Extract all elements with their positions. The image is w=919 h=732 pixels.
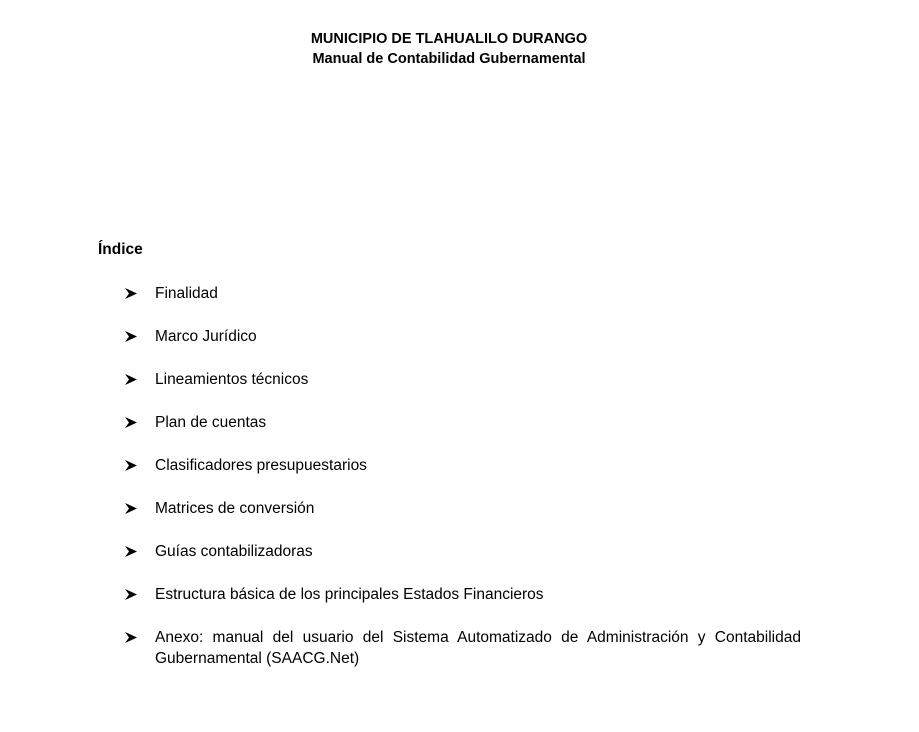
arrowhead-bullet-icon: [125, 627, 155, 643]
toc-item-plan-de-cuentas: [125, 412, 801, 433]
toc-item-label: Clasificadores presupuestarios: [155, 457, 367, 474]
arrowhead-bullet-icon: [125, 369, 155, 385]
toc-item-label: Matrices de conversión: [155, 500, 315, 517]
manual-title: Manual de Contabilidad Gubernamental: [312, 51, 586, 67]
toc-item-label: Guías contabilizadoras: [155, 543, 313, 560]
toc-item-label: Estructura básica de los principales Estados Financieros: [155, 586, 544, 603]
municipality-title: MUNICIPIO DE TLAHUALILO DURANGO: [310, 31, 588, 47]
toc-item-label: Anexo: manual del usuario del Sistema Automatizado de Administración y Contabilidad Gubernamental (SAACG.Net): [155, 629, 801, 667]
toc-item-marco-juridico: [125, 326, 801, 347]
toc-item-finalidad: [125, 283, 801, 304]
toc-item-estructura: [125, 584, 801, 605]
arrowhead-bullet-icon: [125, 455, 155, 471]
toc-item-guias: [125, 541, 801, 562]
arrowhead-bullet-icon: [125, 326, 155, 342]
toc-item-matrices: [125, 498, 801, 519]
index-heading: Índice: [98, 241, 143, 258]
document-header: [0, 29, 898, 69]
toc-item-clasificadores: [125, 455, 801, 476]
arrowhead-bullet-icon: [125, 541, 155, 557]
toc-item-anexo: [125, 627, 801, 669]
table-of-contents: [125, 283, 801, 691]
toc-item-lineamientos-tecnicos: [125, 369, 801, 390]
arrowhead-bullet-icon: [125, 283, 155, 299]
arrowhead-bullet-icon: [125, 584, 155, 600]
toc-item-label: Finalidad: [155, 285, 218, 302]
toc-item-label: Marco Jurídico: [155, 328, 257, 345]
arrowhead-bullet-icon: [125, 498, 155, 514]
toc-item-label: Lineamientos técnicos: [155, 371, 309, 388]
toc-item-label: Plan de cuentas: [155, 414, 267, 431]
arrowhead-bullet-icon: [125, 412, 155, 428]
